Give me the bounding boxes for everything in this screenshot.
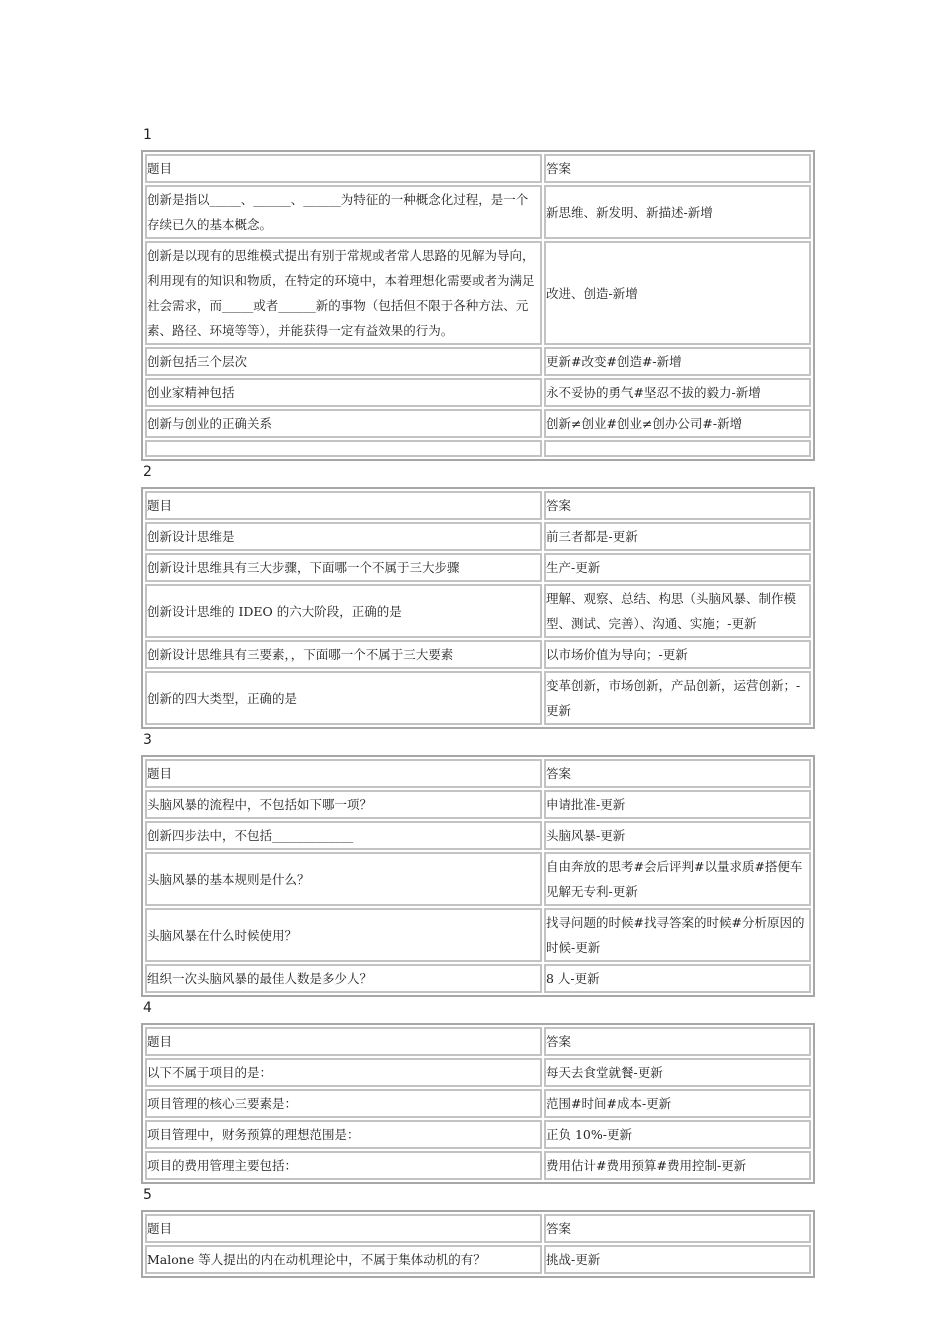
table-row [145, 671, 811, 725]
table-row [145, 790, 811, 819]
question-cell: 创新是指以_____、______、______为特征的一种概念化过程，是一个存续已久的基本概念。 [145, 185, 542, 239]
section-number: 5 [143, 1187, 152, 1203]
table-row [145, 852, 811, 906]
section-number: 4 [143, 1000, 152, 1016]
table-row [145, 241, 811, 345]
answer-cell: 理解、观察、总结、构思（头脑风暴、制作模型、测试、完善）、沟通、实施；-更新 [544, 584, 811, 638]
question-cell: 组织一次头脑风暴的最佳人数是多少人？ [145, 964, 542, 993]
answer-cell: 费用估计#费用预算#费用控制-更新 [544, 1151, 811, 1180]
answer-cell: 前三者都是-更新 [544, 522, 811, 551]
section-number: 2 [143, 464, 152, 480]
answer-cell: 每天去食堂就餐-更新 [544, 1058, 811, 1087]
table-row [145, 640, 811, 669]
question-cell: 头脑风暴的基本规则是什么？ [145, 852, 542, 906]
answer-header: 答案 [544, 759, 811, 788]
question-cell: 创新四步法中，不包括_____________ [145, 821, 542, 850]
answer-cell: 生产-更新 [544, 553, 811, 582]
question-cell: 项目管理中，财务预算的理想范围是： [145, 1120, 542, 1149]
question-cell: 创新的四大类型，正确的是 [145, 671, 542, 725]
qa-table [141, 1210, 815, 1278]
answer-cell: 永不妥协的勇气#坚忍不拔的毅力-新增 [544, 378, 811, 407]
question-cell: 创业家精神包括 [145, 378, 542, 407]
answer-cell: 新思维、新发明、新描述-新增 [544, 185, 811, 239]
table-header-row [145, 759, 811, 788]
table-header-row [145, 491, 811, 520]
table-row [145, 1151, 811, 1180]
answer-cell: 找寻问题的时候#找寻答案的时候#分析原因的时候-更新 [544, 908, 811, 962]
answer-cell: 变革创新，市场创新，产品创新，运营创新；-更新 [544, 671, 811, 725]
table-row [145, 821, 811, 850]
qa-table [141, 150, 815, 461]
answer-header: 答案 [544, 154, 811, 183]
question-cell: 头脑风暴在什么时候使用？ [145, 908, 542, 962]
answer-header: 答案 [544, 1214, 811, 1243]
question-header: 题目 [145, 1027, 542, 1056]
table-row [145, 553, 811, 582]
answer-cell: 8 人-更新 [544, 964, 811, 993]
answer-cell [544, 440, 811, 457]
question-cell: 创新是以现有的思维模式提出有别于常规或者常人思路的见解为导向，利用现有的知识和物质，在特定的环境中，本着理想化需要或者为满足社会需求，而_____或者______新的事物（包括但不限于各种方法、元素、路径、环境等等），并能获得一定有益效果的行为。 [145, 241, 542, 345]
answer-cell: 自由奔放的思考#会后评判#以量求质#搭便车见解无专利-更新 [544, 852, 811, 906]
table-row [145, 908, 811, 962]
answer-cell: 更新#改变#创造#-新增 [544, 347, 811, 376]
question-cell: 项目管理的核心三要素是： [145, 1089, 542, 1118]
table-row [145, 1120, 811, 1149]
table-row [145, 1245, 811, 1274]
answer-cell: 申请批准-更新 [544, 790, 811, 819]
answer-cell: 以市场价值为导向；-更新 [544, 640, 811, 669]
question-header: 题目 [145, 491, 542, 520]
question-cell [145, 440, 542, 457]
table-header-row [145, 154, 811, 183]
answer-cell: 正负 10%-更新 [544, 1120, 811, 1149]
table-row [145, 584, 811, 638]
table-row [145, 1058, 811, 1087]
question-cell: 创新与创业的正确关系 [145, 409, 542, 438]
question-header: 题目 [145, 154, 542, 183]
qa-table [141, 755, 815, 997]
question-header: 题目 [145, 759, 542, 788]
answer-cell: 创新≠创业#创业≠创办公司#-新增 [544, 409, 811, 438]
table-row [145, 522, 811, 551]
table-row [145, 378, 811, 407]
answer-cell: 改进、创造-新增 [544, 241, 811, 345]
table-header-row [145, 1027, 811, 1056]
section-number: 3 [143, 732, 152, 748]
answer-cell: 范围#时间#成本-更新 [544, 1089, 811, 1118]
qa-table [141, 487, 815, 729]
question-cell: 以下不属于项目的是： [145, 1058, 542, 1087]
table-row [145, 1089, 811, 1118]
answer-header: 答案 [544, 1027, 811, 1056]
table-row [145, 964, 811, 993]
empty-row [145, 440, 811, 457]
question-cell: 项目的费用管理主要包括： [145, 1151, 542, 1180]
answer-header: 答案 [544, 491, 811, 520]
table-row [145, 409, 811, 438]
answer-cell: 挑战-更新 [544, 1245, 811, 1274]
qa-table [141, 1023, 815, 1184]
section-number: 1 [143, 127, 152, 143]
document-page [141, 126, 809, 1280]
question-cell: 创新设计思维的 IDEO 的六大阶段，正确的是 [145, 584, 542, 638]
question-cell: 创新设计思维具有三大步骤，下面哪一个不属于三大步骤 [145, 553, 542, 582]
question-header: 题目 [145, 1214, 542, 1243]
table-header-row [145, 1214, 811, 1243]
question-cell: 创新设计思维是 [145, 522, 542, 551]
table-row [145, 185, 811, 239]
question-cell: 头脑风暴的流程中，不包括如下哪一项？ [145, 790, 542, 819]
answer-cell: 头脑风暴-更新 [544, 821, 811, 850]
table-row [145, 347, 811, 376]
question-cell: 创新包括三个层次 [145, 347, 542, 376]
question-cell: Malone 等人提出的内在动机理论中，不属于集体动机的有？ [145, 1245, 542, 1274]
question-cell: 创新设计思维具有三要素，，下面哪一个不属于三大要素 [145, 640, 542, 669]
